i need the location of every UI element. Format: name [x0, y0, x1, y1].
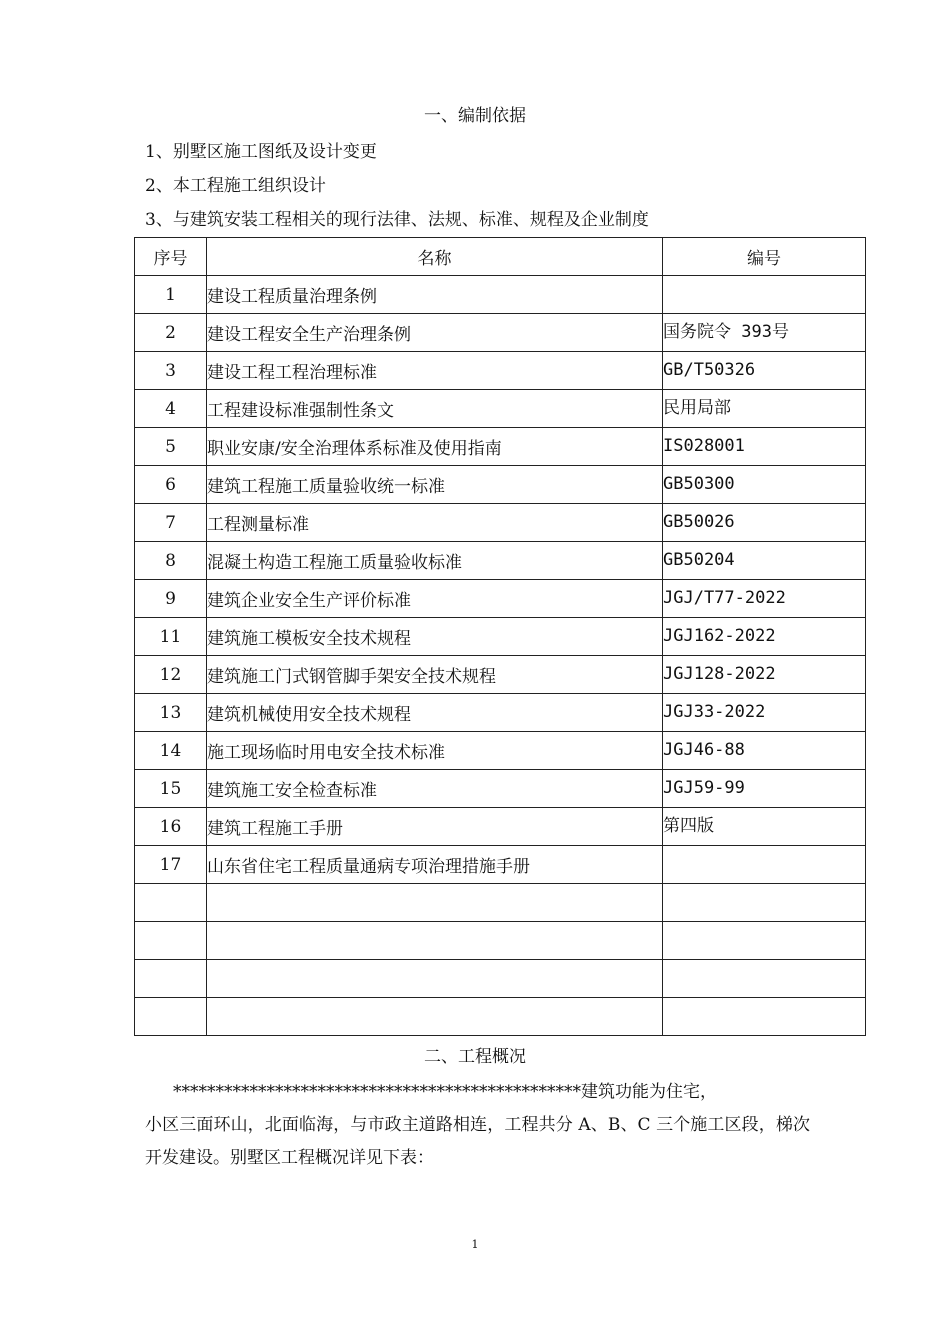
- row-name: [207, 884, 663, 922]
- row-code: GB50204: [663, 542, 866, 580]
- row-name: 混凝土构造工程施工质量验收标准: [207, 542, 663, 580]
- row-no: 8: [135, 542, 207, 580]
- table-row: [135, 352, 866, 390]
- row-name: 建筑施工模板安全技术规程: [207, 618, 663, 656]
- row-code: JGJ59-99: [663, 770, 866, 808]
- table-row: [135, 542, 866, 580]
- basis-item-1: 1、别墅区施工图纸及设计变更: [145, 142, 377, 162]
- row-code: [663, 922, 866, 960]
- row-no: 15: [135, 770, 207, 808]
- row-name: 施工现场临时用电安全技术标准: [207, 732, 663, 770]
- row-code: JGJ46-88: [663, 732, 866, 770]
- table-header-row: [135, 238, 866, 276]
- row-no: 14: [135, 732, 207, 770]
- row-code: GB50300: [663, 466, 866, 504]
- row-name: 建设工程安全生产治理条例: [207, 314, 663, 352]
- row-code: JGJ33-2022: [663, 694, 866, 732]
- row-name: 工程建设标准强制性条文: [207, 390, 663, 428]
- row-code: GB50026: [663, 504, 866, 542]
- row-code: 第四版: [663, 808, 866, 846]
- header-no: 序号: [135, 238, 207, 276]
- row-no: 5: [135, 428, 207, 466]
- row-code: JGJ/T77-2022: [663, 580, 866, 618]
- row-code: 国务院令 393号: [663, 314, 866, 352]
- row-code: [663, 960, 866, 998]
- table-row: [135, 580, 866, 618]
- row-code: [663, 998, 866, 1036]
- section-1-title: 一、编制依据: [424, 106, 526, 126]
- row-no: 4: [135, 390, 207, 428]
- table-row: [135, 694, 866, 732]
- row-code: GB/T50326: [663, 352, 866, 390]
- table-row: [135, 656, 866, 694]
- table-row: [135, 276, 866, 314]
- row-name: 建筑工程施工手册: [207, 808, 663, 846]
- row-name: 工程测量标准: [207, 504, 663, 542]
- table-row: [135, 314, 866, 352]
- row-no: [135, 884, 207, 922]
- row-code: 民用局部: [663, 390, 866, 428]
- row-name: [207, 922, 663, 960]
- row-name: 建设工程工程治理标准: [207, 352, 663, 390]
- row-no: 9: [135, 580, 207, 618]
- table-row: [135, 922, 866, 960]
- table-row: [135, 504, 866, 542]
- row-code: [663, 276, 866, 314]
- overview-line-1: ************************************************建筑功能为住宅，: [173, 1082, 717, 1102]
- table-row: [135, 732, 866, 770]
- row-name: [207, 998, 663, 1036]
- standards-table: [134, 237, 866, 1036]
- row-no: 16: [135, 808, 207, 846]
- overview-paragraph: [145, 1076, 810, 1175]
- table-row: [135, 390, 866, 428]
- table-row: [135, 998, 866, 1036]
- row-name: [207, 960, 663, 998]
- table-row: [135, 846, 866, 884]
- row-name: 建筑机械使用安全技术规程: [207, 694, 663, 732]
- basis-item-2: 2、本工程施工组织设计: [145, 176, 326, 196]
- row-no: 2: [135, 314, 207, 352]
- row-no: 1: [135, 276, 207, 314]
- row-code: JGJ128-2022: [663, 656, 866, 694]
- table-row: [135, 618, 866, 656]
- row-name: 山东省住宅工程质量通病专项治理措施手册: [207, 846, 663, 884]
- row-no: [135, 960, 207, 998]
- row-name: 建筑企业安全生产评价标准: [207, 580, 663, 618]
- row-no: 7: [135, 504, 207, 542]
- header-name: 名称: [207, 238, 663, 276]
- table-row: [135, 466, 866, 504]
- row-name: 职业安康/安全治理体系标准及使用指南: [207, 428, 663, 466]
- row-code: IS028001: [663, 428, 866, 466]
- row-code: [663, 884, 866, 922]
- row-no: 17: [135, 846, 207, 884]
- row-code: [663, 846, 866, 884]
- table-row: [135, 808, 866, 846]
- row-no: [135, 998, 207, 1036]
- table-row: [135, 960, 866, 998]
- page-number: 1: [471, 1238, 479, 1251]
- table-row: [135, 428, 866, 466]
- row-no: 13: [135, 694, 207, 732]
- row-name: 建筑施工安全检查标准: [207, 770, 663, 808]
- row-no: 6: [135, 466, 207, 504]
- header-code: 编号: [663, 238, 866, 276]
- row-no: 3: [135, 352, 207, 390]
- overview-rest: 小区三面环山，北面临海，与市政主道路相连，工程共分 A、B、C 三个施工区段，梯次开发建设。别墅区工程概况详见下表：: [145, 1115, 810, 1168]
- section-2-title: 二、工程概况: [424, 1047, 526, 1067]
- row-name: 建筑施工门式钢管脚手架安全技术规程: [207, 656, 663, 694]
- row-name: 建设工程质量治理条例: [207, 276, 663, 314]
- table-row: [135, 884, 866, 922]
- row-no: [135, 922, 207, 960]
- row-name: 建筑工程施工质量验收统一标准: [207, 466, 663, 504]
- table-row: [135, 770, 866, 808]
- row-no: 11: [135, 618, 207, 656]
- basis-item-3: 3、与建筑安装工程相关的现行法律、法规、标准、规程及企业制度: [145, 210, 649, 230]
- row-no: 12: [135, 656, 207, 694]
- row-code: JGJ162-2022: [663, 618, 866, 656]
